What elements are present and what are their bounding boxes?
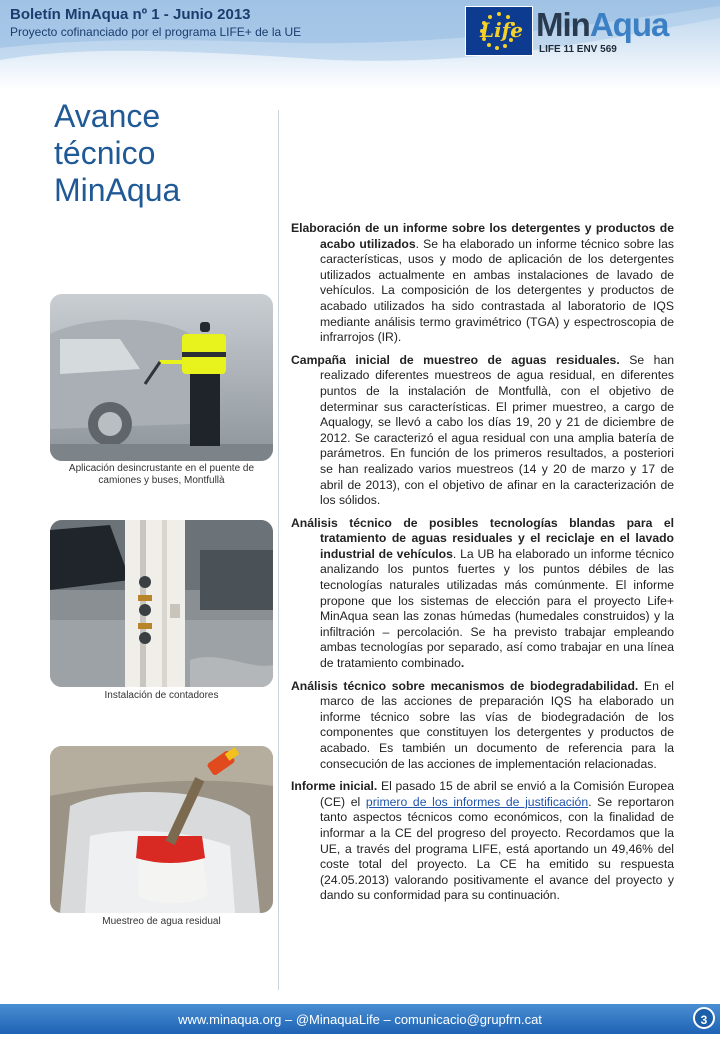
logo-name: [536, 6, 668, 44]
footer-bar: [0, 1004, 720, 1034]
photo-wastewater-sampling: [50, 746, 273, 913]
eu-life-flag-icon: [465, 6, 533, 56]
paragraph-end: .: [460, 656, 465, 671]
paragraph-body-continued: . Se reportaron tanto aspectos técnicos como económicos, con la finalidad de informar a la CE del progreso del proyecto. Recordamos que la UE, a través del programa LIFE, está aportando un 49,46% del coste total del proyecto. La CE ha emitido su respuesta (24.05.2013) valorando positivamente el avance del proyecto y dando su conformidad para su continuación.: [320, 794, 675, 903]
page-title-line-2: técnico: [54, 135, 156, 171]
page-title-line-1: Avance: [54, 98, 161, 134]
paragraph-lead: Análisis técnico sobre mecanismos de biodegradabilidad.: [291, 678, 639, 693]
sidebar-divider: [278, 110, 279, 990]
paragraph-body: El pasado 15 de abril se envió a la Comisión Europea (CE) el: [320, 779, 674, 809]
page-number-badge: 3: [693, 1007, 715, 1029]
paragraph-body: Se han realizado diferentes muestreos de agua residual, en diferentes puntos de la instalación de Montfullà, con el objetivo de determinar sus características. El primer muestreo, a cargo de Aqualogy, se llevó a cabo los días 19, 20 y 21 de diciembre de 2012. Se caracterizó el agua residual con una amplia batería de parámetros. En función de los primeros resultados, a posteriori se han realizado varios muestreos (14 y 20 de marzo y 17 de abril de 2013), con el objetivo de afinar en la caracterización de los sólidos.: [320, 352, 675, 508]
paragraph-biodegradability: [291, 679, 674, 773]
paragraph-lead: Análisis técnico de posibles tecnologías blandas para el tratamiento de aguas residuales y el reciclaje en el lavado industrial de vehículos: [291, 515, 674, 561]
justification-report-link[interactable]: primero de los informes de justificación: [365, 794, 589, 809]
paragraph-detergent-report: [291, 221, 674, 346]
paragraph-sampling-campaign: [291, 353, 674, 509]
article-content: [291, 221, 674, 911]
paragraph-lead: Campaña inicial de muestreo de aguas residuales.: [291, 352, 620, 367]
footer-contact: www.minaqua.org – @MinaquaLife – comunicacio@grupfrn.cat: [178, 1012, 542, 1027]
life-logo-text: Life: [480, 18, 523, 42]
paragraph-lead: Informe inicial.: [291, 779, 378, 794]
page-title: [54, 98, 180, 209]
minaqua-logo: [465, 6, 669, 58]
photo-truck-washing: [50, 294, 273, 461]
project-code: LIFE 11 ENV 569: [539, 44, 617, 55]
logo-name-min: Min: [536, 6, 590, 43]
paragraph-soft-technologies: [291, 516, 674, 672]
photo-caption: Aplicación desincrustante en el puente de camiones y buses, Montfullà: [68, 463, 255, 486]
paragraph-body: . Se ha elaborado un informe técnico sobre las características, usos y modo de aplicación de los detergentes utilizados actualmente en ambas instalaciones de lavado de vehículos. La composición de los detergentes y productos de acabado utilizados ha sido contrastada al laboratorio de IQS mediante análisis termo gravimétrico (TGA) y espectroscopia de infrarrojos (IR).: [320, 236, 674, 345]
newsletter-subtitle: Proyecto cofinanciado por el programa LIFE+ de la UE: [10, 25, 302, 39]
header-banner: [0, 0, 720, 90]
paragraph-body: En el marco de las acciones de preparación IQS ha elaborado un informe técnico sobre las vías de biodegradación de los componentes que constituyen los detergentes y productos de acabado. Es también un documento de referencia para la consecución de las acciones de implementación relacionadas.: [320, 678, 674, 771]
logo-name-aqua: Aqua: [589, 6, 669, 43]
photo-meter-installation: [50, 520, 273, 687]
page-title-line-3: MinAqua: [54, 172, 181, 208]
photo-caption: Muestreo de agua residual: [102, 916, 221, 927]
paragraph-lead: Elaboración de un informe sobre los detergentes y productos de acabo utilizados: [291, 221, 674, 251]
photo-caption: Instalación de contadores: [104, 690, 219, 701]
paragraph-initial-report: [291, 779, 674, 904]
paragraph-body: . La UB ha elaborado un informe técnico analizando los puntos fuertes y los puntos débiles de las tecnologías naturales utilizadas más comúnmente. El informe propone que los sistemas de elección para el proyecto Life+ MinAqua sean las zonas húmedas (humedales construidos) y la infiltración – percolación. Se ha previsto trabajar empleando ambas tecnologías por separado, así como trabajar en una línea de tratamiento combinado: [320, 546, 674, 671]
newsletter-title: Boletín MinAqua nº 1 - Junio 2013: [10, 6, 251, 23]
